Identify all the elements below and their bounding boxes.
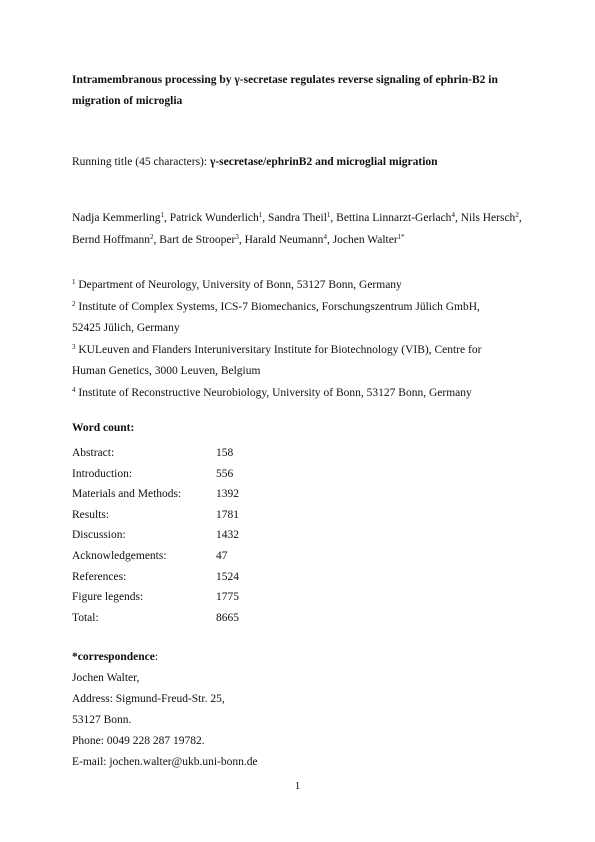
correspondence-name: Jochen Walter, [72, 672, 140, 684]
author: Harald Neumann$^4$, [244, 232, 333, 246]
author: Sandra Theil$^1$, [268, 211, 337, 224]
word-count-row: Results: 1781 [72, 508, 239, 521]
word-count-row: Acknowledgements: 47 [72, 549, 228, 562]
author: Bart de Strooper$^3$, [159, 232, 245, 246]
word-count-row: Abstract: 158 [72, 447, 234, 459]
correspondence-address: Address: Sigmund-Freud-Str. 25, [72, 693, 225, 705]
author-affiliation-mark: 2 [515, 211, 519, 219]
author: Jochen Walter$^{1*}$ [332, 232, 405, 246]
affiliation-list [72, 275, 542, 404]
running-title [72, 152, 542, 173]
word-count-heading: Word count: [72, 422, 135, 434]
author-affiliation-mark: 4 [451, 211, 455, 219]
author: Bettina Linnarzt-Gerlach$^4$, [336, 211, 461, 224]
word-count-table [72, 443, 372, 628]
author-list [72, 208, 532, 251]
affiliation-item: $^1$ Department of Neurology, University of Bonn, 53127 Bonn, Germany [72, 278, 402, 291]
running-title-label: Running title (45 characters): [72, 156, 210, 168]
page-number: 1 [294, 780, 301, 792]
author-affiliation-mark: 4 [323, 232, 327, 241]
author: Nils Hersch$^2$, [460, 211, 522, 224]
correspondence-heading: *correspondence: [72, 651, 159, 663]
correspondence-phone: Phone: 0049 228 287 19782. [72, 735, 205, 747]
correspondence-email: E-mail: jochen.walter@ukb.uni-bonn.de [72, 756, 258, 768]
word-count-row: Figure legends: 1775 [72, 591, 239, 604]
author-affiliation-mark: 1 [258, 211, 263, 219]
affiliation-item: $^2$ Institute of Complex Systems, ICS-7 Biomechanics, Forschungszentrum Jülich GmbH, [72, 299, 480, 313]
word-count-row: Materials and Methods: 1392 [72, 488, 239, 501]
affiliation-item: $^4$ Institute of Reconstructive Neurobiology, University of Bonn, 53127 Bonn, Germany [72, 385, 472, 399]
affiliation-item: $^3$ KULeuven and Flanders Interuniversitary Institute for Biotechnology (VIB), Centre for [72, 342, 482, 356]
author-affiliation-mark: 2 [150, 232, 154, 241]
correspondence-postal: 53127 Bonn. [72, 714, 132, 726]
running-title-value: γ-secretase/ephrinB2 and microglial migration [209, 156, 438, 168]
author: Patrick Wunderlich$^1$, [169, 211, 269, 224]
author: Bernd Hoffmann$^2$, [72, 232, 160, 246]
author-affiliation-mark: 1* [397, 232, 405, 241]
author-affiliation-mark: 1 [160, 211, 164, 219]
affiliation-item-continued: Human Genetics, 3000 Leuven, Belgium [72, 365, 261, 377]
author-affiliation-mark: 1 [326, 211, 331, 219]
author: Nadja Kemmerling$^1$, [72, 211, 170, 224]
affiliation-item-continued: 52425 Jülich, Germany [72, 322, 180, 334]
word-count-row: Discussion: 1432 [72, 529, 239, 542]
word-count-row: Total: 8665 [72, 611, 239, 624]
word-count-row: Introduction: 556 [72, 467, 234, 480]
author-affiliation-mark: 3 [235, 232, 239, 241]
word-count-row: References: 1524 [72, 570, 239, 583]
paper-title: Intramembranous processing by γ-secretase regulates reverse signaling of ephrin-B2 in migration of microglia [72, 74, 498, 107]
correspondence-details [72, 668, 258, 773]
